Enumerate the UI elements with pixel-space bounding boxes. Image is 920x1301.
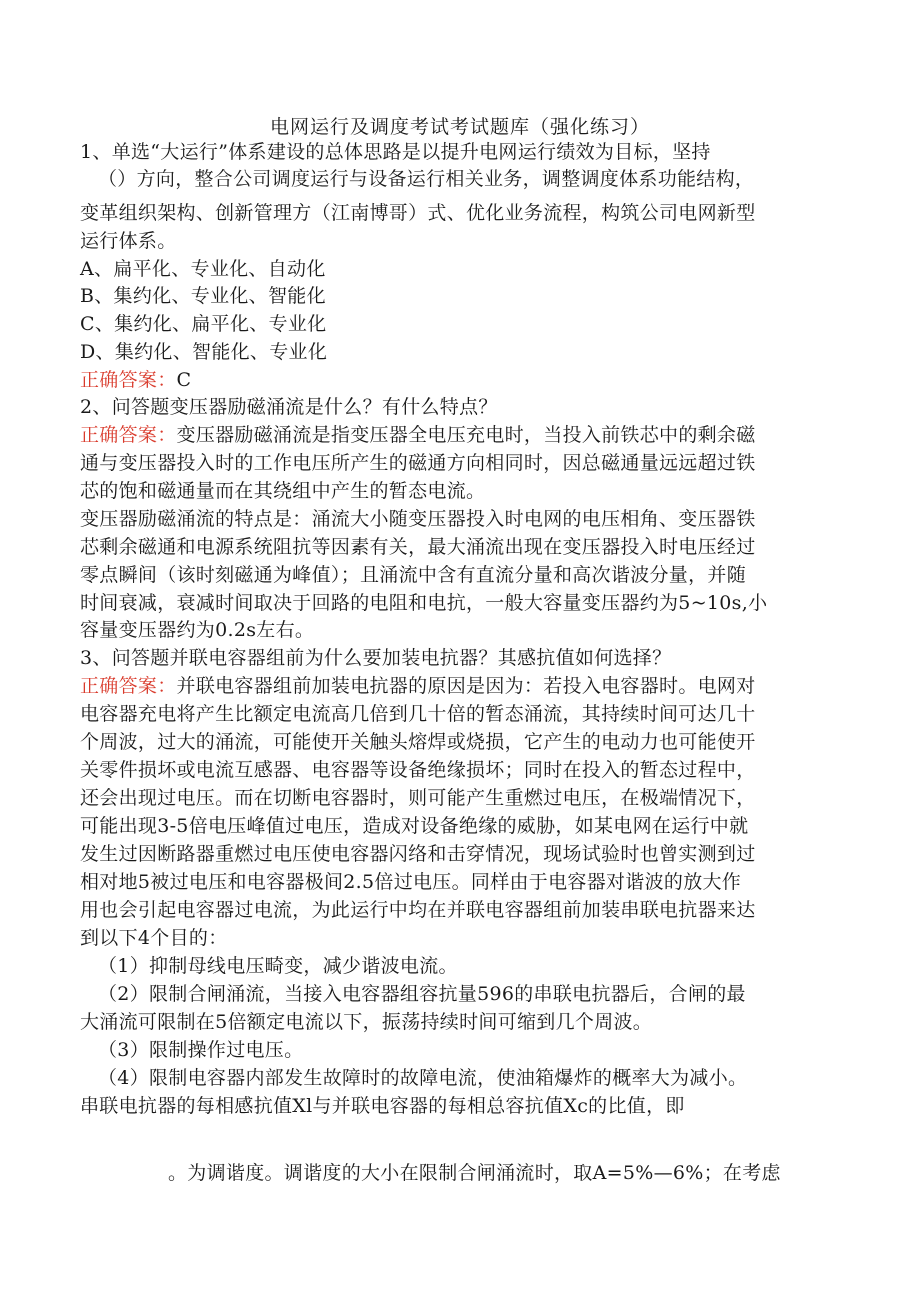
q1-answer-value: C	[176, 369, 192, 391]
q3-item-3: （3）限制操作过电压。	[98, 1039, 304, 1061]
q1-answer	[80, 367, 191, 394]
q3-answer-line-6: 可能出现3-5倍电压峰值过电压，造成对设备绝缘的威胁，如某电网在运行中就	[80, 815, 749, 837]
q1-question-line-4: 运行体系。	[80, 230, 177, 252]
q2-answer-line-5: 芯剩余磁通和电源系统阻抗等因素有关，最大涌流出现在变压器投入时电压经过	[80, 536, 756, 558]
q1-option-c: C、集约化、扁平化、专业化	[80, 313, 327, 335]
q2-answer-line-1: 正确答案：变压器励磁涌流是指变压器全电压充电时，当投入前铁芯中的剩余磁	[80, 424, 756, 446]
q2-answer-line-3: 芯的饱和磁通量而在其绕组中产生的暂态电流。	[80, 480, 486, 502]
q3-answer-line-4: 关零件损坏或电流互感器、电容器等设备绝缘损坏；同时在投入的暂态过程中，	[80, 759, 756, 781]
q2-answer-line-2: 通与变压器投入时的工作电压所产生的磁通方向相同时，因总磁通量远远超过铁	[80, 452, 756, 474]
q3-ratio-line: 串联电抗器的每相感抗值Xl与并联电容器的每相总容抗值Xc的比值，即	[80, 1095, 685, 1117]
q2-answer-line-8: 容量变压器约为0.2s左右。	[80, 619, 315, 641]
q3-answer-line-5: 还会出现过电压。而在切断电容器时，则可能产生重燃过电压，在极端情况下，	[80, 787, 756, 809]
q1-option-d: D、集约化、智能化、专业化	[80, 341, 328, 363]
q1-option-b: B、集约化、专业化、智能化	[80, 285, 326, 307]
q3-answer-line-8: 相对地5被过电压和电容器极间2.5倍过电压。同样由于电容器对谐波的放大作	[80, 871, 742, 893]
q2-answer-line-4: 变压器励磁涌流的特点是：涌流大小随变压器投入时电网的电压相角、变压器铁	[80, 508, 756, 530]
q1-question-line-3: 变革组织架构、创新管理方（江南博哥）式、优化业务流程，构筑公司电网新型	[80, 202, 756, 224]
answer-label: 正确答案：	[80, 675, 177, 697]
q3-answer-line-1: 正确答案：并联电容器组前加装电抗器的原因是因为：若投入电容器时。电网对	[80, 675, 756, 697]
q3-answer-line-10: 到以下4个目的：	[80, 927, 228, 949]
q3-last-line: 。为调谐度。调谐度的大小在限制合闸涌流时，取A=5%—6%；在考虑	[168, 1162, 781, 1184]
q2-question: 2、问答题变压器励磁涌流是什么？有什么特点？	[80, 396, 498, 418]
document-title: 电网运行及调度考试考试题库（强化练习）	[269, 116, 650, 138]
q3-answer-line-7: 发生过因断路器重燃过电压使电容器闪络和击穿情况，现场试验时也曾实测到过	[80, 843, 756, 865]
answer-label: 正确答案：	[80, 369, 177, 391]
q3-answer-line-2: 电容器充电将产生比额定电流高几倍到几十倍的暂态涌流，其持续时间可达几十	[80, 703, 756, 725]
q2-answer-line-7: 时间衰减，衰减时间取决于回路的电阻和电抗，一般大容量变压器约为5~10s,小	[80, 592, 768, 614]
q2-answer-line-6: 零点瞬间（该时刻磁通为峰值）；且涌流中含有直流分量和高次谐波分量，并随	[80, 564, 747, 586]
q1-question-line-1: 1、单选“大运行”体系建设的总体思路是以提升电网运行绩效为目标，坚持	[80, 141, 711, 163]
q1-question-line-2: （）方向，整合公司调度运行与设备运行相关业务，调整调度体系功能结构，	[98, 168, 755, 190]
q1-option-a: A、扁平化、专业化、自动化	[80, 258, 326, 280]
q3-item-2: （2）限制合闸涌流，当接入电容器组容抗量596的串联电抗器后，合闸的最	[98, 983, 746, 1005]
q3-item-2-continued: 大涌流可限制在5倍额定电流以下，振荡持续时间可缩到几个周波。	[80, 1011, 653, 1033]
q3-item-4: （4）限制电容器内部发生故障时的故障电流，使油箱爆炸的概率大为减小。	[98, 1067, 748, 1089]
q3-answer-line-9: 用也会引起电容器过电流，为此运行中均在并联电容器组前加装串联电抗器来达	[80, 899, 756, 921]
answer-label: 正确答案：	[80, 424, 177, 446]
q3-item-1: （1）抑制母线电压畸变，减少谐波电流。	[98, 955, 458, 977]
q3-answer-line-3: 个周波，过大的涌流，可能使开关触头熔焊或烧损，它产生的电动力也可能使开	[80, 731, 756, 753]
q3-question: 3、问答题并联电容器组前为什么要加装电抗器？其感抗值如何选择？	[80, 647, 672, 669]
